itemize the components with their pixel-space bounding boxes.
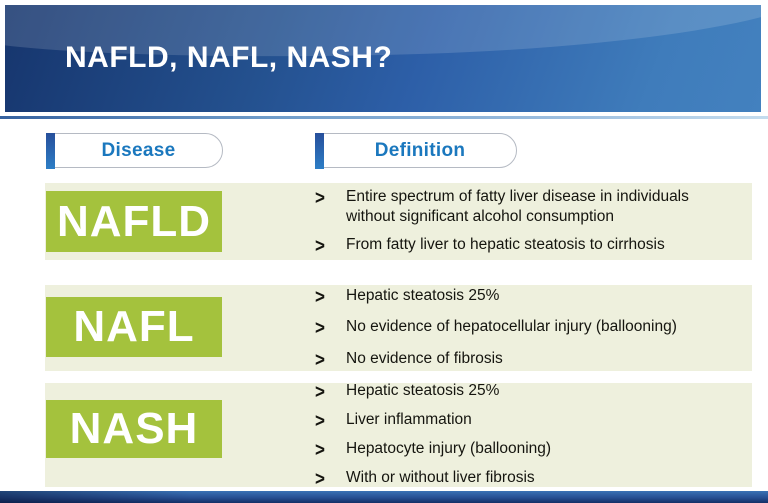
chevron-bullet-icon: > bbox=[315, 316, 325, 339]
definition-item bbox=[315, 317, 742, 338]
definition-list bbox=[315, 380, 742, 490]
chevron-bullet-icon: > bbox=[315, 380, 325, 402]
chevron-bullet-icon: > bbox=[315, 438, 325, 461]
definition-text: Entire spectrum of fatty liver disease in individuals without significant alcohol consumption bbox=[346, 187, 689, 226]
disease-badge: NAFLD bbox=[46, 191, 222, 252]
definition-item bbox=[315, 468, 742, 489]
definition-text: Hepatic steatosis 25% bbox=[346, 381, 500, 399]
table-row-nash bbox=[45, 380, 752, 490]
table-row-nafld bbox=[45, 183, 752, 260]
definition-item bbox=[315, 439, 742, 460]
definition-text: With or without liver fibrosis bbox=[346, 469, 535, 487]
disease-badge: NASH bbox=[46, 400, 222, 458]
disease-column-header bbox=[46, 133, 223, 168]
chevron-bullet-icon: > bbox=[315, 186, 325, 209]
definition-column-header bbox=[315, 133, 517, 168]
definition-item bbox=[315, 286, 742, 307]
definition-text: No evidence of hepatocellular injury (ballooning) bbox=[346, 318, 677, 336]
header-banner bbox=[5, 5, 761, 112]
definition-column-label: Definition bbox=[374, 139, 466, 161]
footer-bar bbox=[0, 491, 768, 503]
definition-list bbox=[315, 285, 742, 371]
header-accent-bar bbox=[315, 133, 324, 169]
definition-list bbox=[315, 183, 742, 260]
definition-text: From fatty liver to hepatic steatosis to cirrhosis bbox=[346, 235, 665, 253]
disease-badge: NAFL bbox=[46, 297, 222, 357]
chevron-bullet-icon: > bbox=[315, 348, 325, 371]
header-divider-line bbox=[0, 116, 768, 119]
definition-text: Liver inflammation bbox=[346, 410, 472, 428]
definition-text: No evidence of fibrosis bbox=[346, 349, 503, 367]
definition-text: Hepatic steatosis 25% bbox=[346, 287, 500, 305]
table-row-nafl bbox=[45, 285, 752, 371]
definition-item bbox=[315, 381, 742, 402]
header-accent-bar bbox=[46, 133, 55, 169]
chevron-bullet-icon: > bbox=[315, 285, 325, 308]
definition-item bbox=[315, 187, 742, 228]
page-title: NAFLD, NAFL, NASH? bbox=[65, 41, 393, 74]
definition-item bbox=[315, 235, 742, 256]
definition-item bbox=[315, 410, 742, 431]
chevron-bullet-icon: > bbox=[315, 234, 325, 257]
chevron-bullet-icon: > bbox=[315, 467, 325, 490]
chevron-bullet-icon: > bbox=[315, 409, 325, 432]
definition-item bbox=[315, 349, 742, 370]
definition-text: Hepatocyte injury (ballooning) bbox=[346, 440, 552, 457]
disease-column-label: Disease bbox=[101, 139, 176, 161]
